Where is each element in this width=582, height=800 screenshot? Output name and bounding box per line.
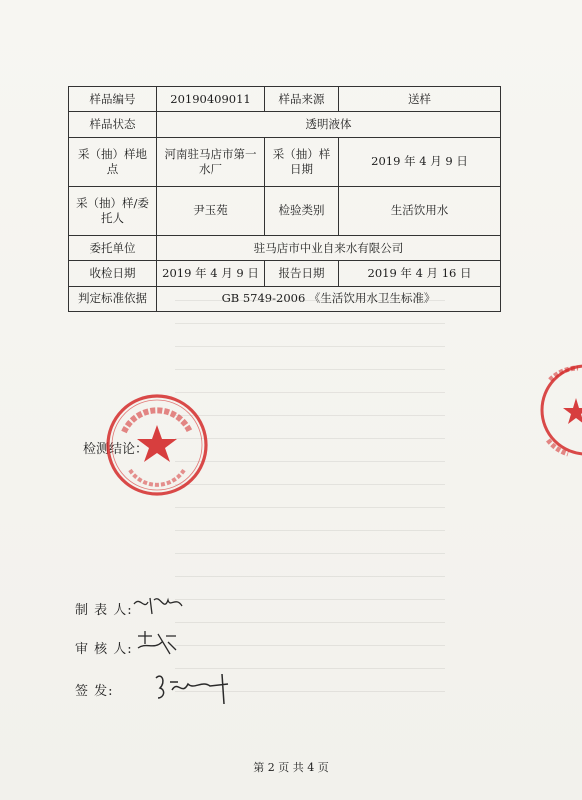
value-sample-no: 20190409011: [157, 87, 265, 112]
prepared-by-label: 制 表 人:: [75, 603, 133, 618]
approved-by-label: 签 发:: [75, 684, 114, 699]
conclusion-label: 检测结论：: [83, 442, 149, 457]
reviewed-by-signature: [132, 628, 180, 658]
value-receive-date: 2019 年 4 月 9 日: [157, 261, 265, 286]
sample-info-table: [68, 86, 501, 312]
value-report-date: 2019 年 4 月 16 日: [339, 261, 501, 286]
value-sampling-location: 河南驻马店市第一水厂: [157, 137, 265, 186]
table-row: [69, 137, 501, 186]
label-sampling-location: 采（抽）样地点: [69, 137, 157, 186]
value-sampling-date: 2019 年 4 月 9 日: [339, 137, 501, 186]
official-seal: [104, 392, 210, 498]
reviewed-by-label: 审 核 人:: [75, 642, 133, 657]
table-row: [69, 261, 501, 286]
label-sample-state: 样品状态: [69, 112, 157, 137]
prepared-by-signature: [130, 590, 190, 618]
table-row: [69, 112, 501, 137]
label-sampler: 采（抽）样/委托人: [69, 186, 157, 235]
value-standard: GB 5749-2006 《生活饮用水卫生标准》: [157, 286, 501, 311]
label-report-date: 报告日期: [265, 261, 339, 286]
value-client: 驻马店市中业自来水有限公司: [157, 235, 501, 260]
value-sample-source: 送样: [339, 87, 501, 112]
approved-by-signature: [152, 668, 244, 708]
table-row: [69, 235, 501, 260]
red-star-icon: [137, 425, 177, 462]
partial-seal-right: [538, 350, 582, 470]
value-sample-state: 透明液体: [157, 112, 501, 137]
table-row: [69, 87, 501, 112]
table-row: [69, 186, 501, 235]
reverse-side-bleed: [175, 300, 445, 714]
label-sample-source: 样品来源: [265, 87, 339, 112]
label-standard: 判定标准依据: [69, 286, 157, 311]
label-client: 委托单位: [69, 235, 157, 260]
value-test-category: 生活饮用水: [339, 186, 501, 235]
label-sampling-date: 采（抽）样日期: [265, 137, 339, 186]
page-number: 第 2 页 共 4 页: [253, 761, 329, 774]
label-sample-no: 样品编号: [69, 87, 157, 112]
label-test-category: 检验类别: [265, 186, 339, 235]
label-receive-date: 收检日期: [69, 261, 157, 286]
table-row: [69, 286, 501, 311]
value-sampler: 尹玉苑: [157, 186, 265, 235]
